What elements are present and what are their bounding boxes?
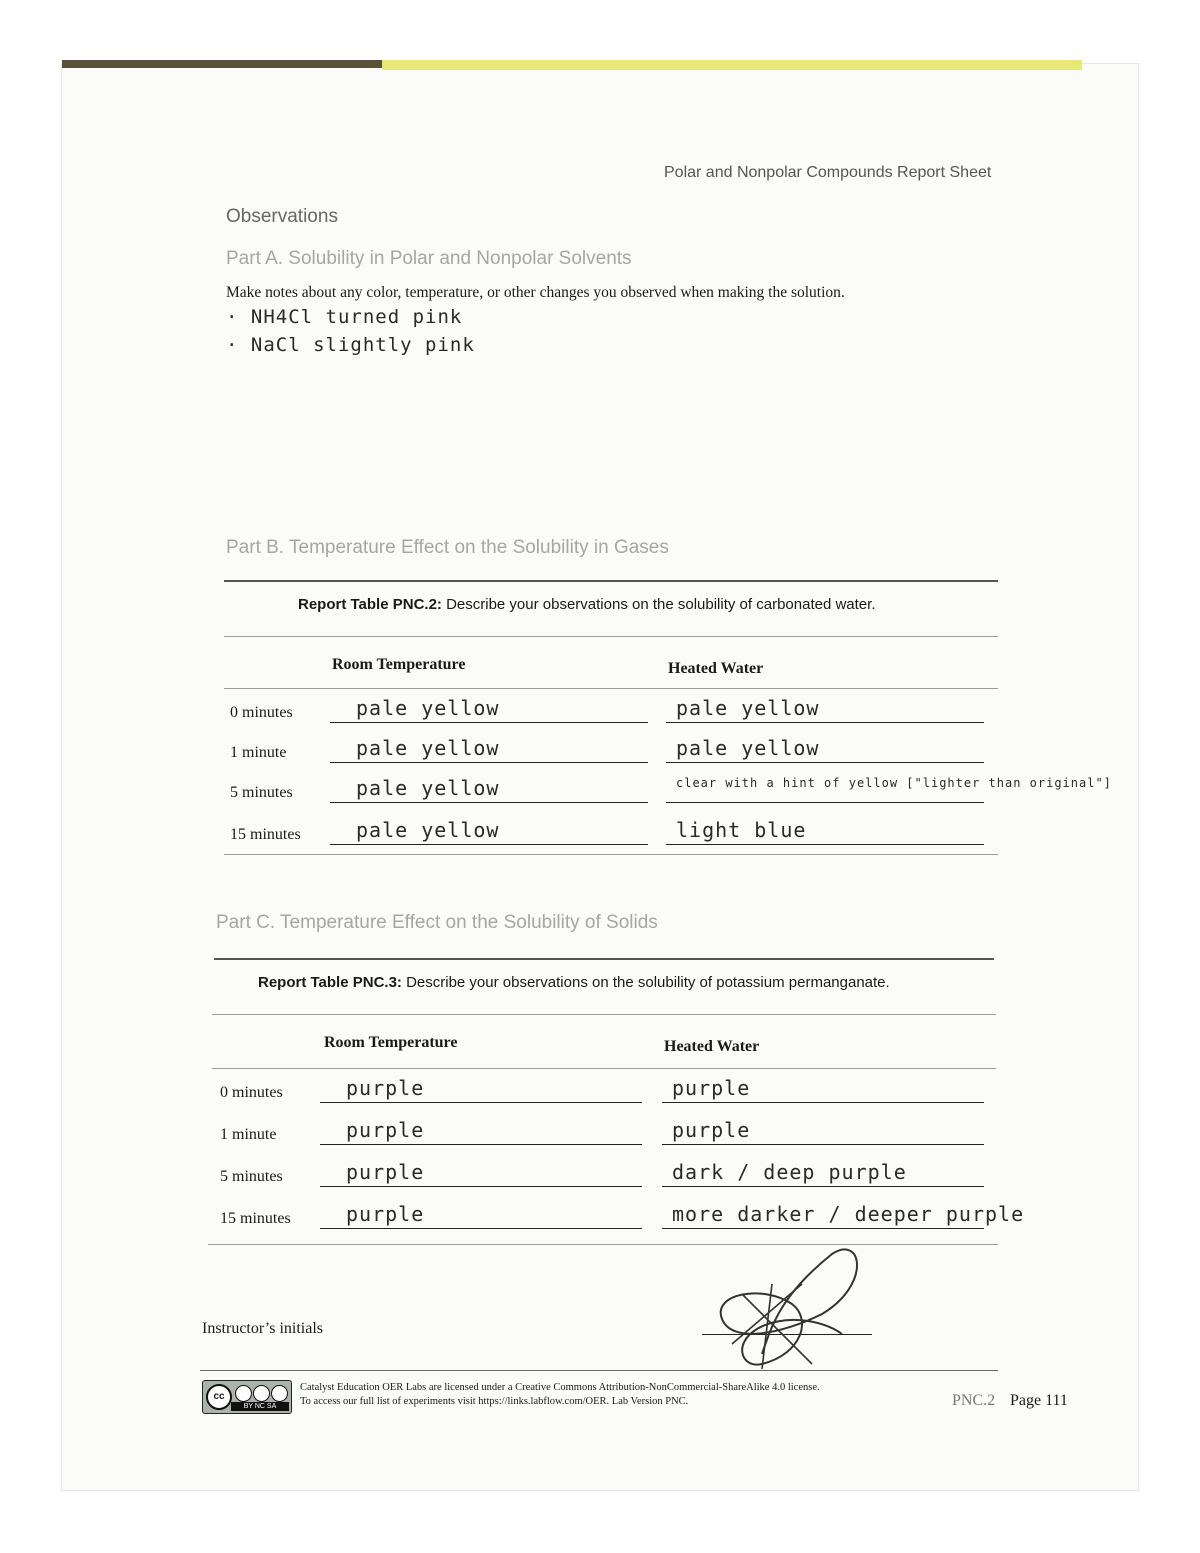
- heated-water-line: [662, 1102, 984, 1103]
- report-sheet-page: [62, 64, 1138, 1490]
- part-a-title: Part A. Solubility in Polar and Nonpolar Solvents: [226, 248, 632, 269]
- heated-water-line: [666, 844, 984, 845]
- table-pnc3-rule-2: [212, 1068, 996, 1069]
- part-a-note-2: · NaCl slightly pink: [226, 334, 475, 356]
- table-pnc2-rule-1: [224, 636, 998, 637]
- table-pnc3-heated-header: Heated Water: [664, 1038, 760, 1055]
- page-code: PNC.2: [952, 1392, 996, 1409]
- heated-water-entry: pale yellow: [676, 736, 820, 760]
- heated-water-entry: pale yellow: [676, 696, 820, 720]
- time-label: 1 minute: [230, 744, 287, 761]
- room-temperature-line: [330, 844, 648, 845]
- report-sheet-title: Polar and Nonpolar Compounds Report Sheet: [664, 164, 992, 181]
- table-pnc3-rule-1: [212, 1014, 996, 1015]
- table-pnc3-caption: [258, 974, 890, 991]
- highlighter-strip: [382, 60, 1082, 70]
- heated-water-line: [666, 722, 984, 723]
- time-label: 1 minute: [220, 1126, 277, 1143]
- room-temperature-entry: pale yellow: [356, 696, 500, 720]
- table-pnc2-label: Report Table PNC.2:: [298, 596, 442, 613]
- time-label: 5 minutes: [220, 1168, 283, 1185]
- heated-water-line: [666, 802, 984, 803]
- heated-water-entry: purple: [672, 1076, 751, 1100]
- cc-license-badge: [202, 1380, 292, 1414]
- table-pnc2-rule-2: [224, 688, 998, 689]
- time-label: 0 minutes: [230, 704, 293, 721]
- table-pnc3-label: Report Table PNC.3:: [258, 974, 402, 991]
- part-c-top-rule: [214, 958, 994, 960]
- table-pnc3-rule-bottom: [208, 1244, 998, 1245]
- room-temperature-line: [330, 802, 648, 803]
- room-temperature-entry: purple: [346, 1076, 425, 1100]
- part-b-top-rule: [224, 580, 998, 582]
- cover-edge: [62, 60, 392, 68]
- table-pnc2-caption: [298, 596, 875, 613]
- room-temperature-line: [320, 1102, 642, 1103]
- table-pnc2-rule-bottom: [224, 854, 998, 855]
- time-label: 5 minutes: [230, 784, 293, 801]
- room-temperature-entry: pale yellow: [356, 736, 500, 760]
- instructor-initials-label: Instructor’s initials: [202, 1320, 324, 1337]
- part-a-note-1: · NH4Cl turned pink: [226, 306, 463, 328]
- room-temperature-entry: purple: [346, 1118, 425, 1142]
- table-pnc3-room-header: Room Temperature: [324, 1034, 458, 1051]
- room-temperature-entry: pale yellow: [356, 776, 500, 800]
- heated-water-entry: clear with a hint of yellow ["lighter than original"]: [676, 776, 1112, 790]
- heated-water-line: [662, 1186, 984, 1187]
- room-temperature-line: [320, 1186, 642, 1187]
- heated-water-entry: more darker / deeper purple: [672, 1202, 1025, 1226]
- table-pnc2-heated-header: Heated Water: [668, 660, 764, 677]
- room-temperature-line: [330, 722, 648, 723]
- room-temperature-line: [320, 1144, 642, 1145]
- heated-water-line: [662, 1144, 984, 1145]
- time-label: 15 minutes: [230, 826, 301, 843]
- room-temperature-line: [320, 1228, 642, 1229]
- table-pnc3-desc: Describe your observations on the solubility of potassium permanganate.: [406, 974, 890, 991]
- license-line-2: To access our full list of experiments visit https://links.labflow.com/OER. Lab Version PNC.: [300, 1396, 689, 1407]
- page-number: Page 111: [1010, 1392, 1068, 1409]
- table-pnc2-desc: Describe your observations on the solubility of carbonated water.: [446, 596, 876, 613]
- table-pnc2-room-header: Room Temperature: [332, 656, 466, 673]
- heated-water-line: [666, 762, 984, 763]
- by-icon: [235, 1385, 252, 1402]
- room-temperature-entry: pale yellow: [356, 818, 500, 842]
- license-line-1: Catalyst Education OER Labs are licensed under a Creative Commons Attribution-NonCommercial-ShareAlike 4.0 license.: [300, 1382, 820, 1393]
- cc-icon: cc: [206, 1384, 232, 1410]
- room-temperature-line: [330, 762, 648, 763]
- observations-heading: Observations: [226, 206, 338, 227]
- room-temperature-entry: purple: [346, 1160, 425, 1184]
- sa-icon: [271, 1385, 288, 1402]
- part-b-title: Part B. Temperature Effect on the Solubility in Gases: [226, 537, 669, 558]
- heated-water-entry: dark / deep purple: [672, 1160, 907, 1184]
- part-c-title: Part C. Temperature Effect on the Solubility of Solids: [216, 912, 658, 933]
- heated-water-entry: purple: [672, 1118, 751, 1142]
- instructor-signature: [702, 1224, 872, 1374]
- part-a-instruction: Make notes about any color, temperature, or other changes you observed when making the solution.: [226, 284, 845, 301]
- heated-water-entry: light blue: [676, 818, 807, 842]
- time-label: 0 minutes: [220, 1084, 283, 1101]
- cc-badge-text: BY NC SA: [231, 1402, 289, 1411]
- footer-rule: [200, 1370, 998, 1371]
- time-label: 15 minutes: [220, 1210, 291, 1227]
- room-temperature-entry: purple: [346, 1202, 425, 1226]
- nc-icon: [253, 1385, 270, 1402]
